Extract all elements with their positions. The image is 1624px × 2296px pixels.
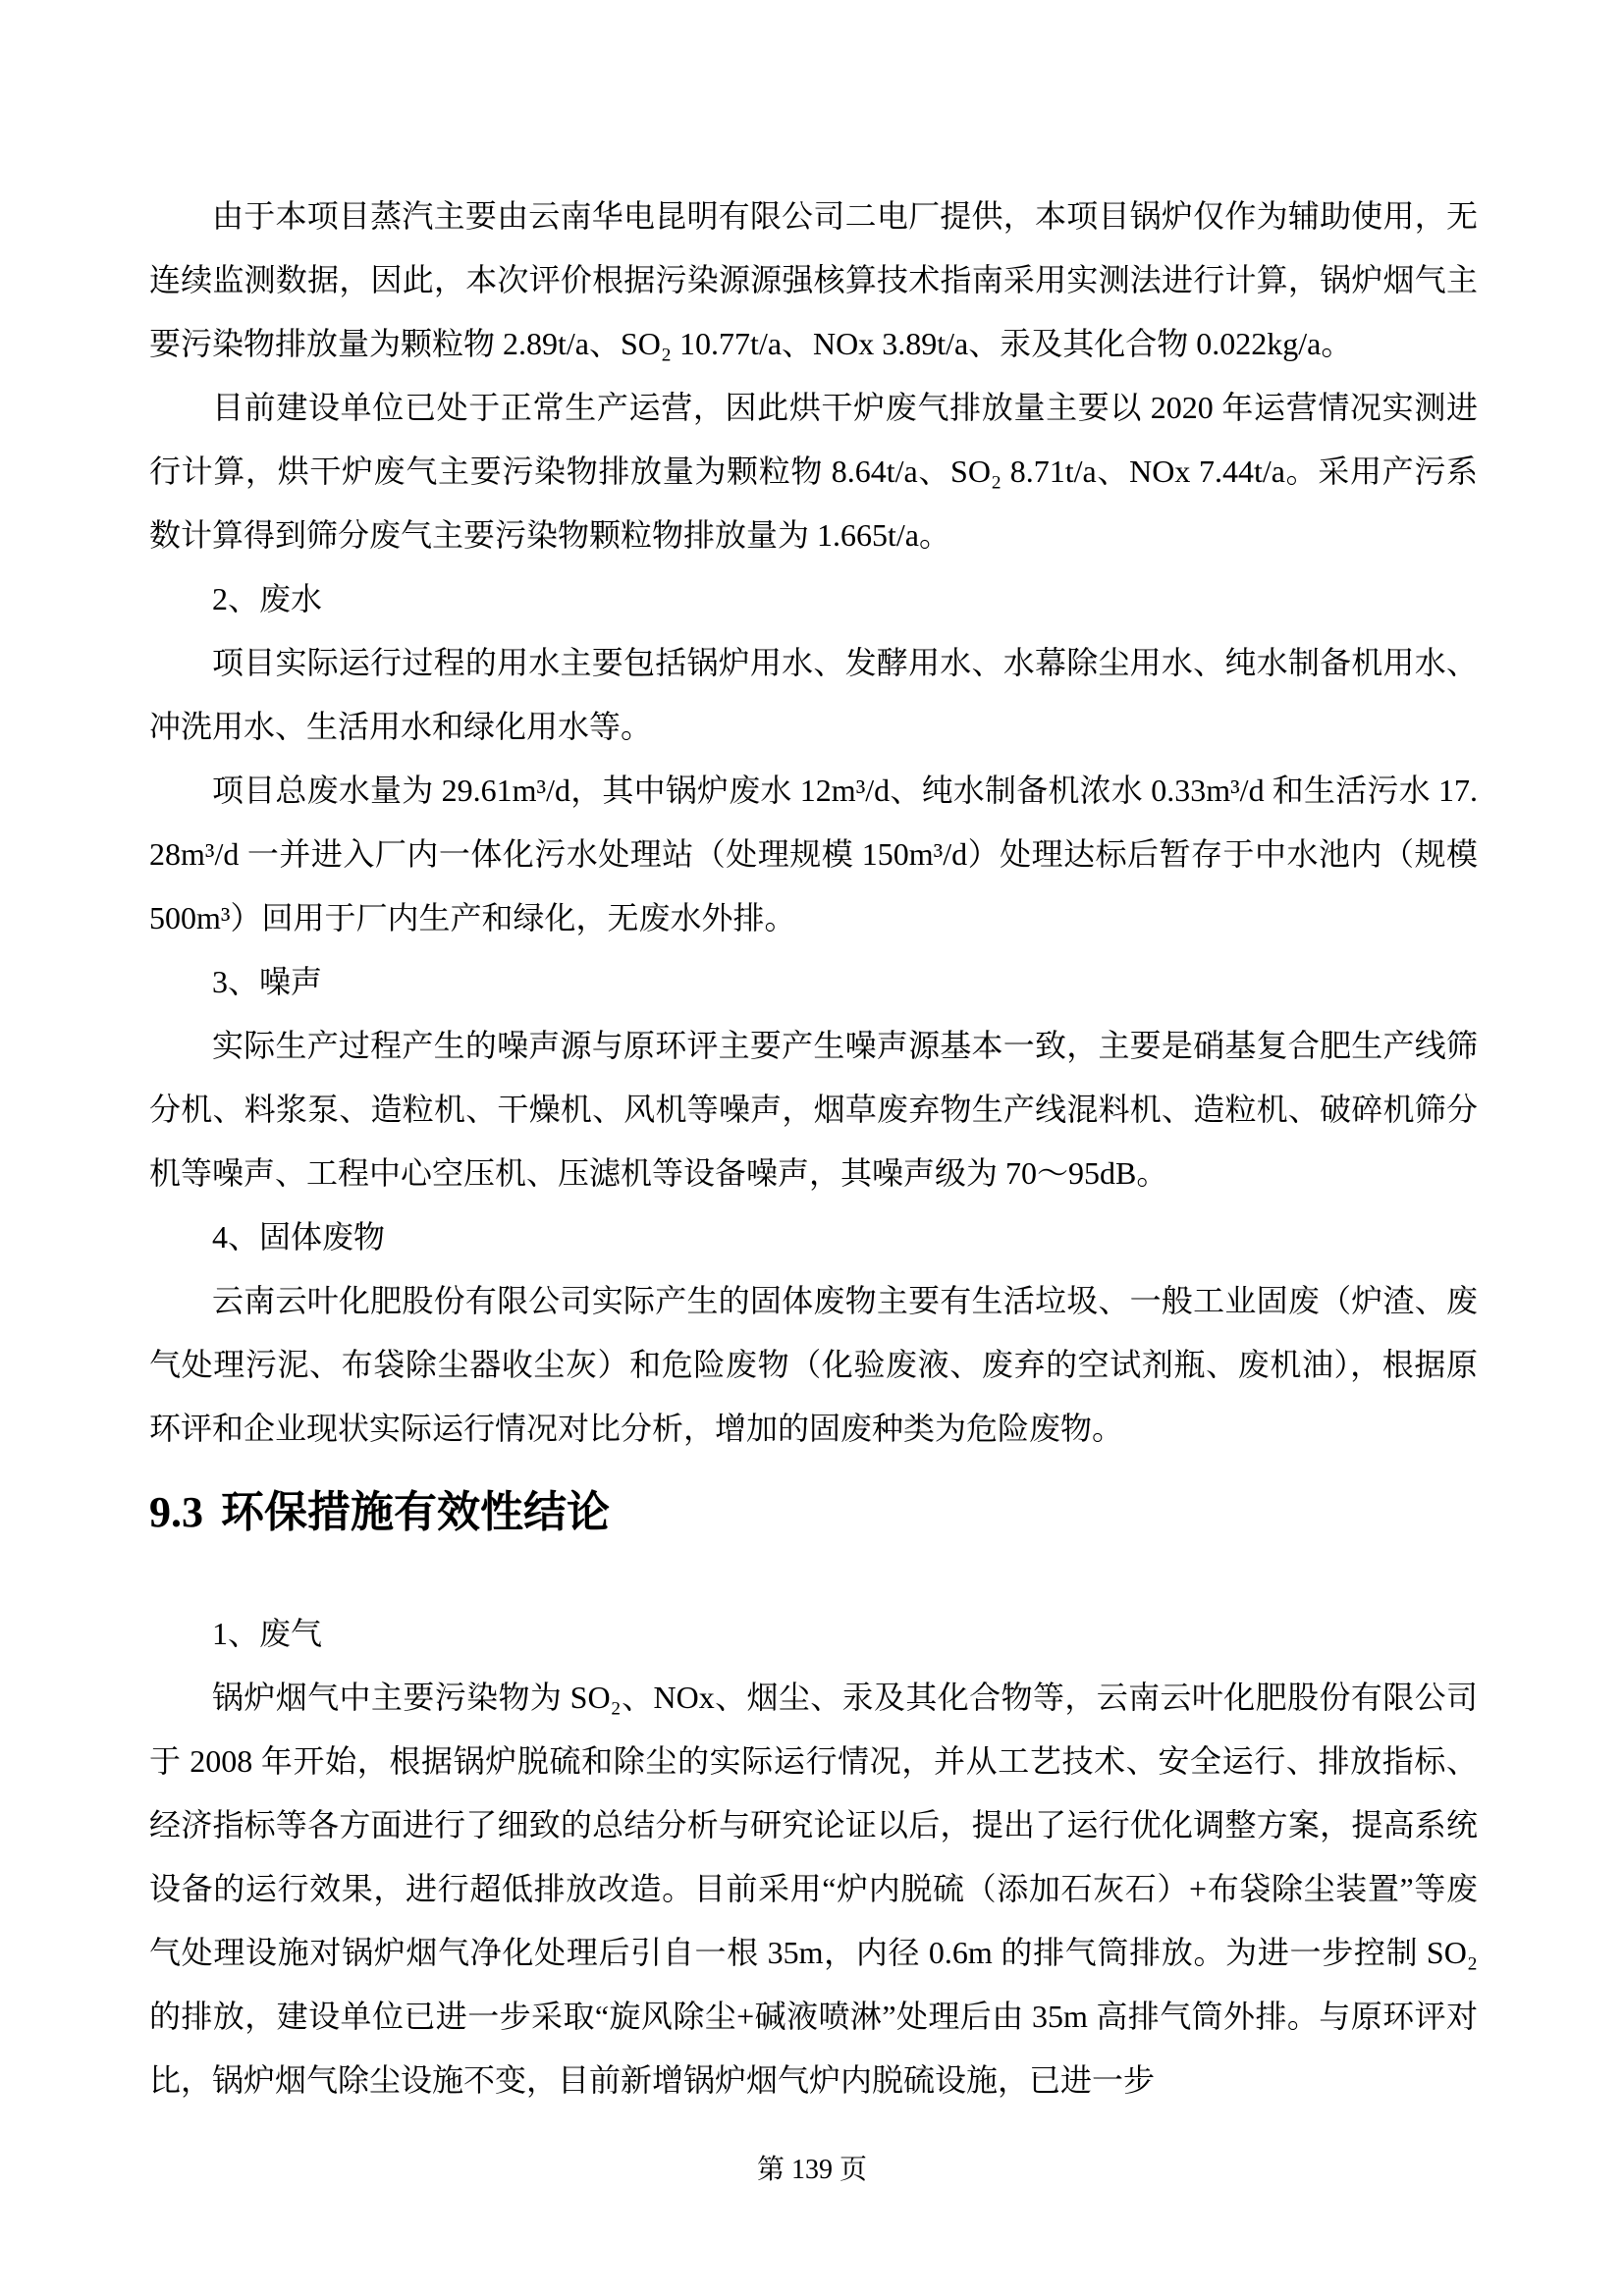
- paragraph-solid-waste: 云南云叶化肥股份有限公司实际产生的固体废物主要有生活垃圾、一般工业固废（炉渣、废气处理污泥、布袋除尘器收尘灰）和危险废物（化验废液、废弃的空试剂瓶、废机油），根据原环评和企业现状实际运行情况对比分析，增加的固废种类为危险废物。: [149, 1283, 1478, 1446]
- section-heading-9-3: [149, 1476, 1478, 1549]
- paragraph-wastewater-volume: 项目总废水量为 29.61m³/d，其中锅炉废水 12m³/d、纯水制备机浓水 0.33m³/d 和生活污水 17.28m³/d 一并进入厂内一体化污水处理站（处理规模 150m³/d）处理达标后暂存于中水池内（规模 500m³）回用于厂内生产和绿化，无废水外排。: [149, 773, 1478, 935]
- paragraph-dryer-gas-emissions: 目前建设单位已处于正常生产运营，因此烘干炉废气排放量主要以 2020 年运营情况实测进行计算，烘干炉废气主要污染物排放量为颗粒物 8.64t/a、SO₂ 8.71t/a、NOx 7.44t/a。采用产污系数计算得到筛分废气主要污染物颗粒物排放量为 1.665t/a。: [149, 390, 1478, 553]
- list-item-wastewater: 2、废水: [212, 581, 323, 616]
- list-item-waste-gas: 1、废气: [212, 1616, 323, 1651]
- list-item-noise: 3、噪声: [212, 964, 323, 999]
- paragraph-noise-sources: 实际生产过程产生的噪声源与原环评主要产生噪声源基本一致，主要是硝基复合肥生产线筛分机、料浆泵、造粒机、干燥机、风机等噪声，烟草废弃物生产线混料机、造粒机、破碎机筛分机等噪声、工程中心空压机、压滤机等设备噪声，其噪声级为 70～95dB。: [149, 1028, 1478, 1191]
- document-body: [149, 185, 1478, 2112]
- list-item-solid-waste: 4、固体废物: [212, 1219, 386, 1255]
- section-heading-number: 9.3: [149, 1488, 203, 1536]
- paragraph-water-use: 项目实际运行过程的用水主要包括锅炉用水、发酵用水、水幕除尘用水、纯水制备机用水、冲洗用水、生活用水和绿化用水等。: [149, 645, 1478, 744]
- paragraph-steam-boiler-emissions: 由于本项目蒸汽主要由云南华电昆明有限公司二电厂提供，本项目锅炉仅作为辅助使用，无连续监测数据，因此，本次评价根据污染源源强核算技术指南采用实测法进行计算，锅炉烟气主要污染物排放量为颗粒物 2.89t/a、SO₂ 10.77t/a、NOx 3.89t/a、汞及其化合物 0.022kg/a。: [149, 198, 1478, 361]
- section-heading-title: 环保措施有效性结论: [221, 1488, 610, 1536]
- page-number: 第 139 页: [756, 2155, 867, 2185]
- paragraph-boiler-flue-gas-measures: 锅炉烟气中主要污染物为 SO₂、NOx、烟尘、汞及其化合物等，云南云叶化肥股份有限公司于 2008 年开始，根据锅炉脱硫和除尘的实际运行情况，并从工艺技术、安全运行、排放指标、经济指标等各方面进行了细致的总结分析与研究论证以后，提出了运行优化调整方案，提高系统设备的运行效果，进行超低排放改造。目前采用“炉内脱硫（添加石灰石）+布袋除尘装置”等废气处理设施对锅炉烟气净化处理后引自一根 35m，内径 0.6m 的排气筒排放。为进一步控制 SO₂ 的排放，建设单位已进一步采取“旋风除尘+碱液喷淋”处理后由 35m 高排气筒外排。与原环评对比，锅炉烟气除尘设施不变，目前新增锅炉烟气炉内脱硫设施，已进一步: [149, 1680, 1478, 2098]
